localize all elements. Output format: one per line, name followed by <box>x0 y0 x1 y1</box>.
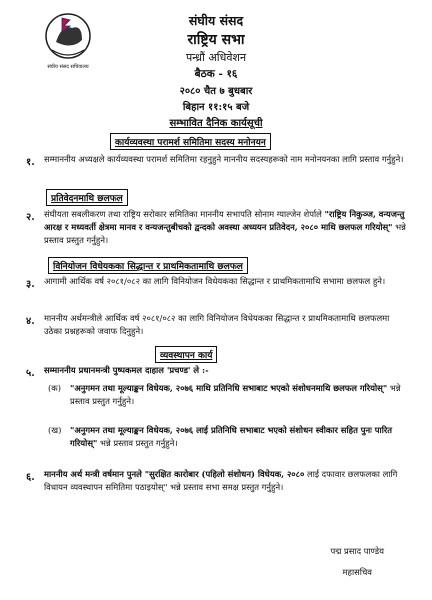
agenda-item-5b <box>70 424 410 450</box>
agenda-item-5: सम्माननीय प्रधानमन्त्री पुष्पकमल दाहाल 'प्रचण्ड' ले :- <box>44 365 209 375</box>
header-time: बिहान ११:१५ बजे <box>182 102 250 113</box>
item-number: ६. <box>26 472 35 483</box>
header-date: २०८० चैत ७ बुधबार <box>179 86 253 97</box>
agenda-item-2-end: भन्ने प्रस्ताव प्रस्तुत गर्नुहुने। <box>44 222 406 245</box>
sub-item-label: (क) <box>48 383 61 393</box>
agenda-item-2-title: "राष्ट्रिय निकुञ्ज, वन्यजन्तु आरक्ष र मध्यवर्ती क्षेत्रमा मानव र वन्यजन्तुबीचको द्वन्दको अवस्था अध्ययन प्रतिवेदन, २०८० माथि छलफल गरियोस्" <box>44 209 405 232</box>
agenda-item-2 <box>44 208 414 247</box>
header-agenda-title: सम्भावित दैनिक कार्यसूची <box>169 118 263 129</box>
agenda-item-4: माननीय अर्थमन्त्रीले आर्थिक वर्ष २०८१/०८२ का लागि विनियोजन विधेयकका सिद्धान्त र प्राथमिकतामाथि छलफलमा उठेका प्रश्नहरूको जवाफ दिनुहुने। <box>44 313 390 336</box>
agenda-item-6-end: लाई दफावार छलफलका लागि विधायन व्यवस्थापन समितिमा पठाइयोस्" भन्ने प्रस्ताव सभा समक्ष प्रस्तुत गर्नुहुने। <box>44 469 398 492</box>
signatory-name: पद्म प्रसाद पाण्डेय <box>330 546 384 556</box>
header-meeting: बैठक - १६ <box>194 68 238 80</box>
agenda-item-2-intro: संघीयता सबलीकरण तथा राष्ट्रिय सरोकार समितिका माननीय सभापति सोनाम ग्याल्जेन शेर्पाले <box>44 209 322 219</box>
item-number: २. <box>26 212 35 223</box>
header-national-assembly: राष्ट्रिय सभा <box>187 32 245 48</box>
item-number: ५. <box>26 368 35 379</box>
signatory-title: महासचिव <box>342 567 372 577</box>
item-number: ३. <box>26 279 35 290</box>
sub-item-label: (ख) <box>48 425 62 435</box>
header-session: पन्ध्रौं अधिवेशन <box>185 51 247 64</box>
agenda-item-5b-end: भन्ने प्रस्ताव प्रस्तुत गर्नुहुने। <box>97 438 178 448</box>
emblem-caption: संघीय संसद सचिवालय <box>47 64 89 70</box>
agenda-item-3: आगामी आर्थिक वर्ष २०८१/०८२ का लागि विनियोजन विधेयकका सिद्धान्त र प्राथमिकतामाथि सभामा छलफल हुने। <box>44 276 386 286</box>
section-nomination: कार्यव्यवस्था परामर्श समितिमा सदस्य मनोनयन <box>110 133 271 150</box>
agenda-item-5a-end: भन्ने प्रस्ताव प्रस्तुत गर्नुहुने। <box>70 383 401 406</box>
agenda-item-5a <box>70 382 410 408</box>
agenda-item-5b-title: "अनुगमन तथा मूल्याङ्कन विधेयक, २०७६ लाई प्रतिनिधि सभाबाट भएको संशोधन स्वीकार सहित पुनः पारित गरियोस्" <box>70 425 393 448</box>
header-federal-parliament: संघीय संसद <box>188 13 244 28</box>
section-legislation: व्यवस्थापन कार्य <box>155 346 217 363</box>
agenda-item-6 <box>44 468 414 494</box>
item-number: १. <box>26 157 35 168</box>
section-report-discussion: प्रतिवेदनमाथि छलफल <box>46 189 128 206</box>
item-number: ४. <box>26 316 35 327</box>
agenda-item-6-title: माननीय अर्थ मन्त्री वर्षमान पुनले "सुरक्षित कारोबार (पहिलो संशोधन) विधेयक, २०८० <box>44 469 305 479</box>
section-appropriation: विनियोजन विधेयकका सिद्धान्त र प्राथमिकतामाथि छलफल <box>48 257 248 274</box>
agenda-item-5a-title: "अनुगमन तथा मूल्याङ्कन विधेयक, २०७६ माथि प्रतिनिधि सभाबाट भएको संशोधनमाथि छलफल गरियोस्" <box>70 383 388 393</box>
signature-block <box>330 546 384 578</box>
agenda-item-1: सम्माननीय अध्यक्षले कार्यव्यवस्था परामर्श समितिमा रहनुहुने माननीय सदस्यहरूको नाम मनोनयनका लागि प्रस्ताव गर्नुहुने। <box>44 154 404 164</box>
